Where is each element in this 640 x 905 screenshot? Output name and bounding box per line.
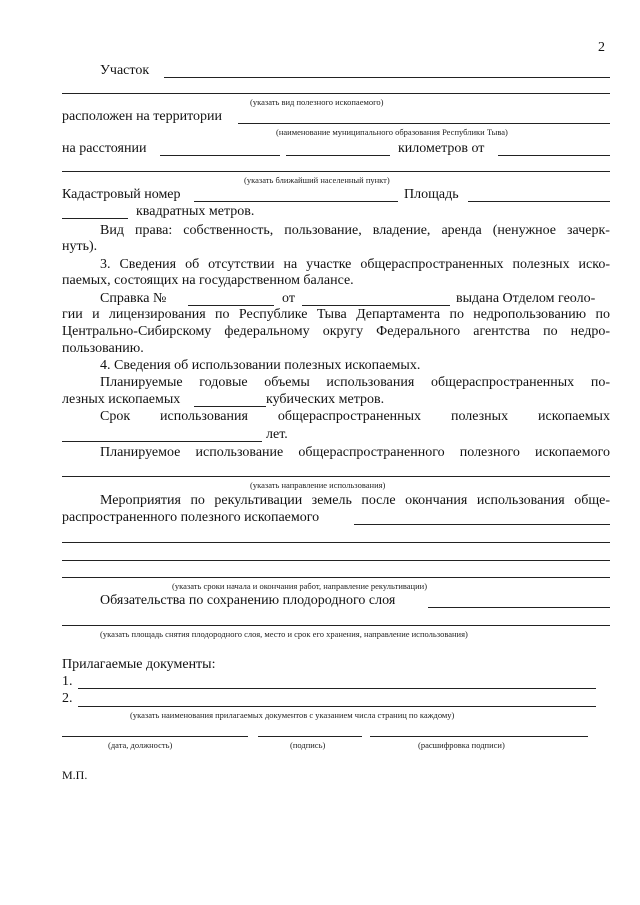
signature-sign-line[interactable] <box>258 736 362 737</box>
cert-line-4: пользованию. <box>62 341 144 356</box>
direction-hint: (указать направление использования) <box>250 480 386 490</box>
attachment-item-2-line[interactable] <box>78 706 596 707</box>
signature-decode-hint: (расшифровка подписи) <box>418 740 505 750</box>
signature-sign-hint: (подпись) <box>290 740 326 750</box>
section4-title: 4. Сведения об использовании полезных ископаемых. <box>100 358 421 373</box>
rights-word: (ненужное <box>492 223 556 238</box>
signature-date-hint: (дата, должность) <box>108 740 173 750</box>
cert-number-line[interactable] <box>188 305 274 306</box>
soil-hint: (указать площадь снятия плодородного слоя, место и срок его хранения, направление использования) <box>100 629 468 639</box>
rights-word: права: <box>134 223 173 238</box>
rights-word: собственность, <box>183 223 274 238</box>
rights-line-2: нуть). <box>62 239 98 254</box>
rights-line-1 <box>100 223 610 239</box>
nearest-settlement-hint: (указать ближайший населенный пункт) <box>244 175 390 185</box>
site-field-line[interactable] <box>164 77 610 78</box>
attachment-item-1-line[interactable] <box>78 688 596 689</box>
recultivation-field-line-1[interactable] <box>354 524 610 525</box>
volumes-field-line[interactable] <box>194 406 266 407</box>
rights-word: зачерк- <box>567 223 610 238</box>
mineral-type-line[interactable] <box>62 93 610 94</box>
recultivation-field-line-3[interactable] <box>62 560 610 561</box>
cadastral-field-line[interactable] <box>194 201 398 202</box>
attachment-item-2-number: 2. <box>62 691 73 706</box>
signature-decode-line[interactable] <box>370 736 588 737</box>
km-from-field-line[interactable] <box>498 155 610 156</box>
cadastral-label: Кадастровый номер <box>62 187 181 202</box>
attachment-item-1-number: 1. <box>62 674 73 689</box>
term-word-1: Срок <box>100 409 131 424</box>
sq-meters-label: квадратных метров. <box>136 204 255 219</box>
section3-line-2: паемых, состоящих на государственном балансе. <box>62 273 354 288</box>
soil-label: Обязательства по сохранению плодородного слоя <box>100 593 396 608</box>
term-word-5: ископаемых <box>537 409 610 424</box>
recultivation-line-1: Мероприятия по рекультивации земель после окончания использования обще- <box>100 493 610 508</box>
planned-use-label: Планируемое использование общераспространенного полезного ископаемого <box>100 445 610 460</box>
cert-date-line[interactable] <box>302 305 450 306</box>
rights-word: аренда <box>441 223 482 238</box>
territory-hint: (наименование муниципального образования Республики Тыва) <box>276 127 508 137</box>
cert-line-2: гии и лицензирования по Республике Тыва Департамента по недропользованию по <box>62 307 610 322</box>
term-word-4: полезных <box>450 409 509 424</box>
territory-label: расположен на территории <box>62 109 223 124</box>
site-label: Участок <box>100 63 150 78</box>
distance-field-line-2[interactable] <box>286 155 390 156</box>
rights-word: владение, <box>372 223 431 238</box>
attachments-title: Прилагаемые документы: <box>62 657 216 672</box>
soil-field-line-2[interactable] <box>62 625 610 626</box>
territory-field-line[interactable] <box>238 123 610 124</box>
nearest-settlement-line[interactable] <box>62 171 610 172</box>
soil-field-line-1[interactable] <box>428 607 610 608</box>
cert-issued-label: выдана Отделом геоло- <box>456 291 596 306</box>
recultivation-field-line-4[interactable] <box>62 577 610 578</box>
mineral-type-hint: (указать вид полезного ископаемого) <box>250 97 384 107</box>
section3-line-1: 3. Сведения об отсутствии на участке общераспространенных полезных иско- <box>100 257 610 272</box>
rights-word: пользование, <box>284 223 362 238</box>
signature-date-line[interactable] <box>62 736 248 737</box>
volumes-line-1: Планируемые годовые объемы использования общераспространенных по- <box>100 375 610 390</box>
area-field-line[interactable] <box>468 201 610 202</box>
cert-from-label: от <box>282 291 295 306</box>
term-line <box>100 409 610 425</box>
distance-field-line-1[interactable] <box>160 155 280 156</box>
volumes-line-2b: кубических метров. <box>266 392 385 407</box>
recultivation-line-2: распространенного полезного ископаемого <box>62 510 320 525</box>
term-word-2: использования <box>160 409 248 424</box>
area-label: Площадь <box>404 187 459 202</box>
cert-line-3: Центрально-Сибирскому федеральному округу Федерального агентства по недро- <box>62 324 610 339</box>
cert-label: Справка № <box>100 291 167 306</box>
stamp-place: М.П. <box>62 768 88 782</box>
distance-label: на расстоянии <box>62 141 147 156</box>
attachments-hint: (указать наименования прилагаемых документов с указанием числа страниц по каждому) <box>130 710 455 720</box>
term-word-3: общераспространенных <box>277 409 422 424</box>
rights-word: Вид <box>100 223 124 238</box>
recultivation-field-line-2[interactable] <box>62 542 610 543</box>
volumes-line-2a: лезных ископаемых <box>62 392 181 407</box>
term-field-line[interactable] <box>62 441 262 442</box>
area-value-line[interactable] <box>62 218 128 219</box>
km-from-label: километров от <box>398 141 485 156</box>
page-number: 2 <box>598 40 605 55</box>
term-years-label: лет. <box>266 427 288 442</box>
recultivation-hint: (указать сроки начала и окончания работ, направление рекультивации) <box>172 581 428 591</box>
planned-use-field-line[interactable] <box>62 476 610 477</box>
